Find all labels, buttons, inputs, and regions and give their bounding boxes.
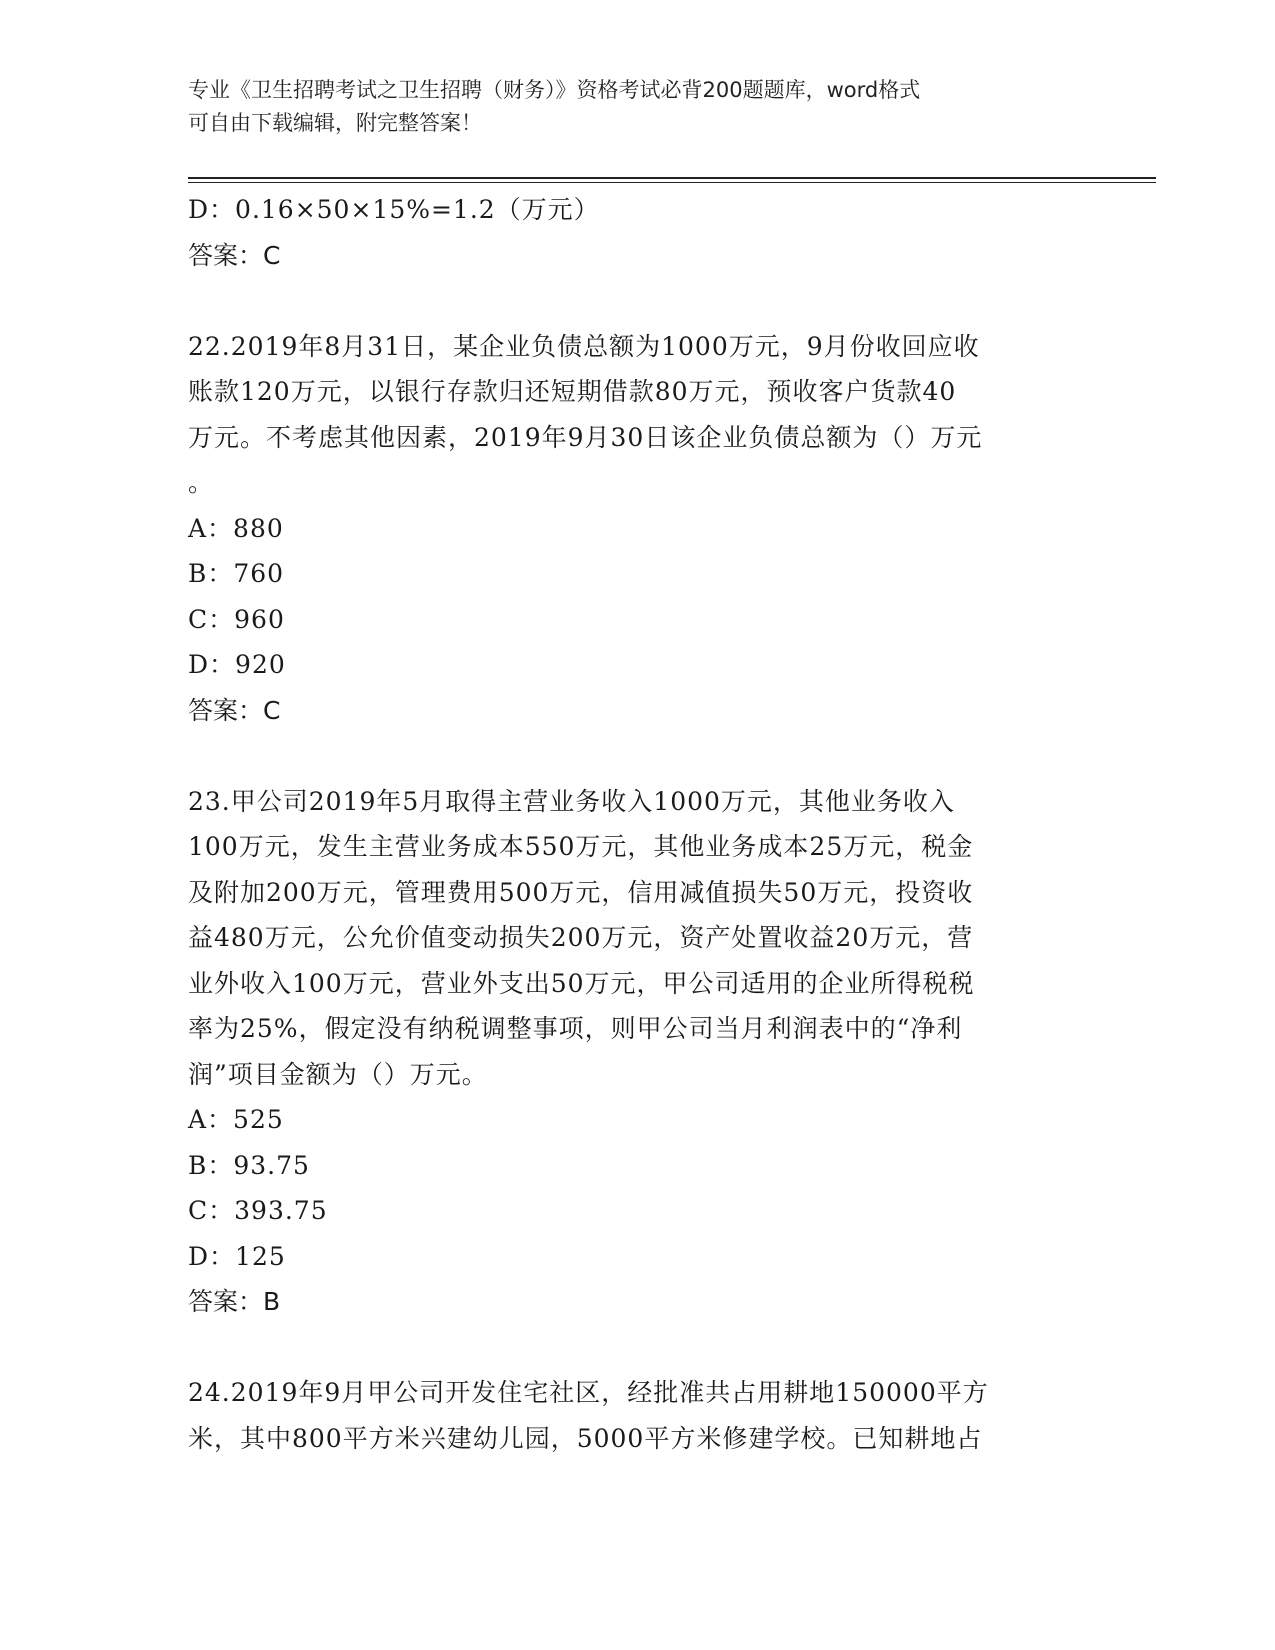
- option-a: A：880: [188, 513, 284, 543]
- question-22: [188, 324, 1088, 734]
- option-a: A：525: [188, 1105, 284, 1134]
- question-text-line: 润”项目金额为（）万元。: [188, 1059, 488, 1089]
- question-text-line: 及附加200万元，管理费用500万元，信用减值损失50万元，投资收: [188, 877, 974, 907]
- answer-line: 答案：B: [188, 1287, 281, 1316]
- option-c: C：393.75: [188, 1196, 328, 1225]
- question-text-line: 22.2019年8月31日，某企业负债总额为1000万元，9月份收回应收: [188, 331, 980, 361]
- header-rule-thin: [188, 182, 1156, 183]
- question-text-line: 。: [188, 468, 215, 497]
- question-24: [188, 1370, 1088, 1461]
- question-text-line: 米，其中800平方米兴建幼儿园，5000平方米修建学校。已知耕地占: [188, 1423, 983, 1453]
- spacer: [188, 1325, 1088, 1371]
- document-header: [188, 74, 1088, 140]
- question-text-line: 24.2019年9月甲公司开发住宅社区，经批准共占用耕地150000平方: [188, 1378, 989, 1407]
- question-text-line: 益480万元，公允价值变动损失200万元，资产处置收益20万元，营: [188, 923, 974, 952]
- option-b: B：93.75: [188, 1150, 310, 1180]
- question-text-line: 万元。不考虑其他因素，2019年9月30日该企业负债总额为（）万元: [188, 422, 983, 452]
- question-23: [188, 779, 1088, 1325]
- answer-line: 答案：C: [188, 240, 281, 270]
- header-line-1: 专业《卫生招聘考试之卫生招聘（财务）》资格考试必背200题题库，word格式: [188, 78, 921, 102]
- option-d: D：920: [188, 650, 286, 679]
- question-text-line: 业外收入100万元，营业外支出50万元，甲公司适用的企业所得税税: [188, 968, 975, 998]
- option-b: B：760: [188, 559, 285, 588]
- document-body: [188, 187, 1088, 1461]
- header-rule-thick: [188, 177, 1156, 179]
- option-c: C：960: [188, 604, 285, 634]
- question-text-line: 账款120万元，以银行存款归还短期借款80万元，预收客户货款40: [188, 377, 957, 406]
- question-text-line: 23.甲公司2019年5月取得主营业务收入1000万元，其他业务收入: [188, 786, 955, 816]
- question-text-line: 率为25%，假定没有纳税调整事项，则甲公司当月利润表中的“净利: [188, 1014, 963, 1043]
- spacer: [188, 733, 1088, 779]
- option-d: D：0.16×50×15%=1.2（万元）: [188, 195, 600, 224]
- spacer: [188, 278, 1088, 324]
- answer-line: 答案：C: [188, 695, 281, 725]
- question-text-line: 100万元，发生主营业务成本550万元，其他业务成本25万元，税金: [188, 832, 974, 861]
- option-d: D：125: [188, 1241, 286, 1271]
- header-line-2: 可自由下载编辑，附完整答案！: [188, 111, 482, 135]
